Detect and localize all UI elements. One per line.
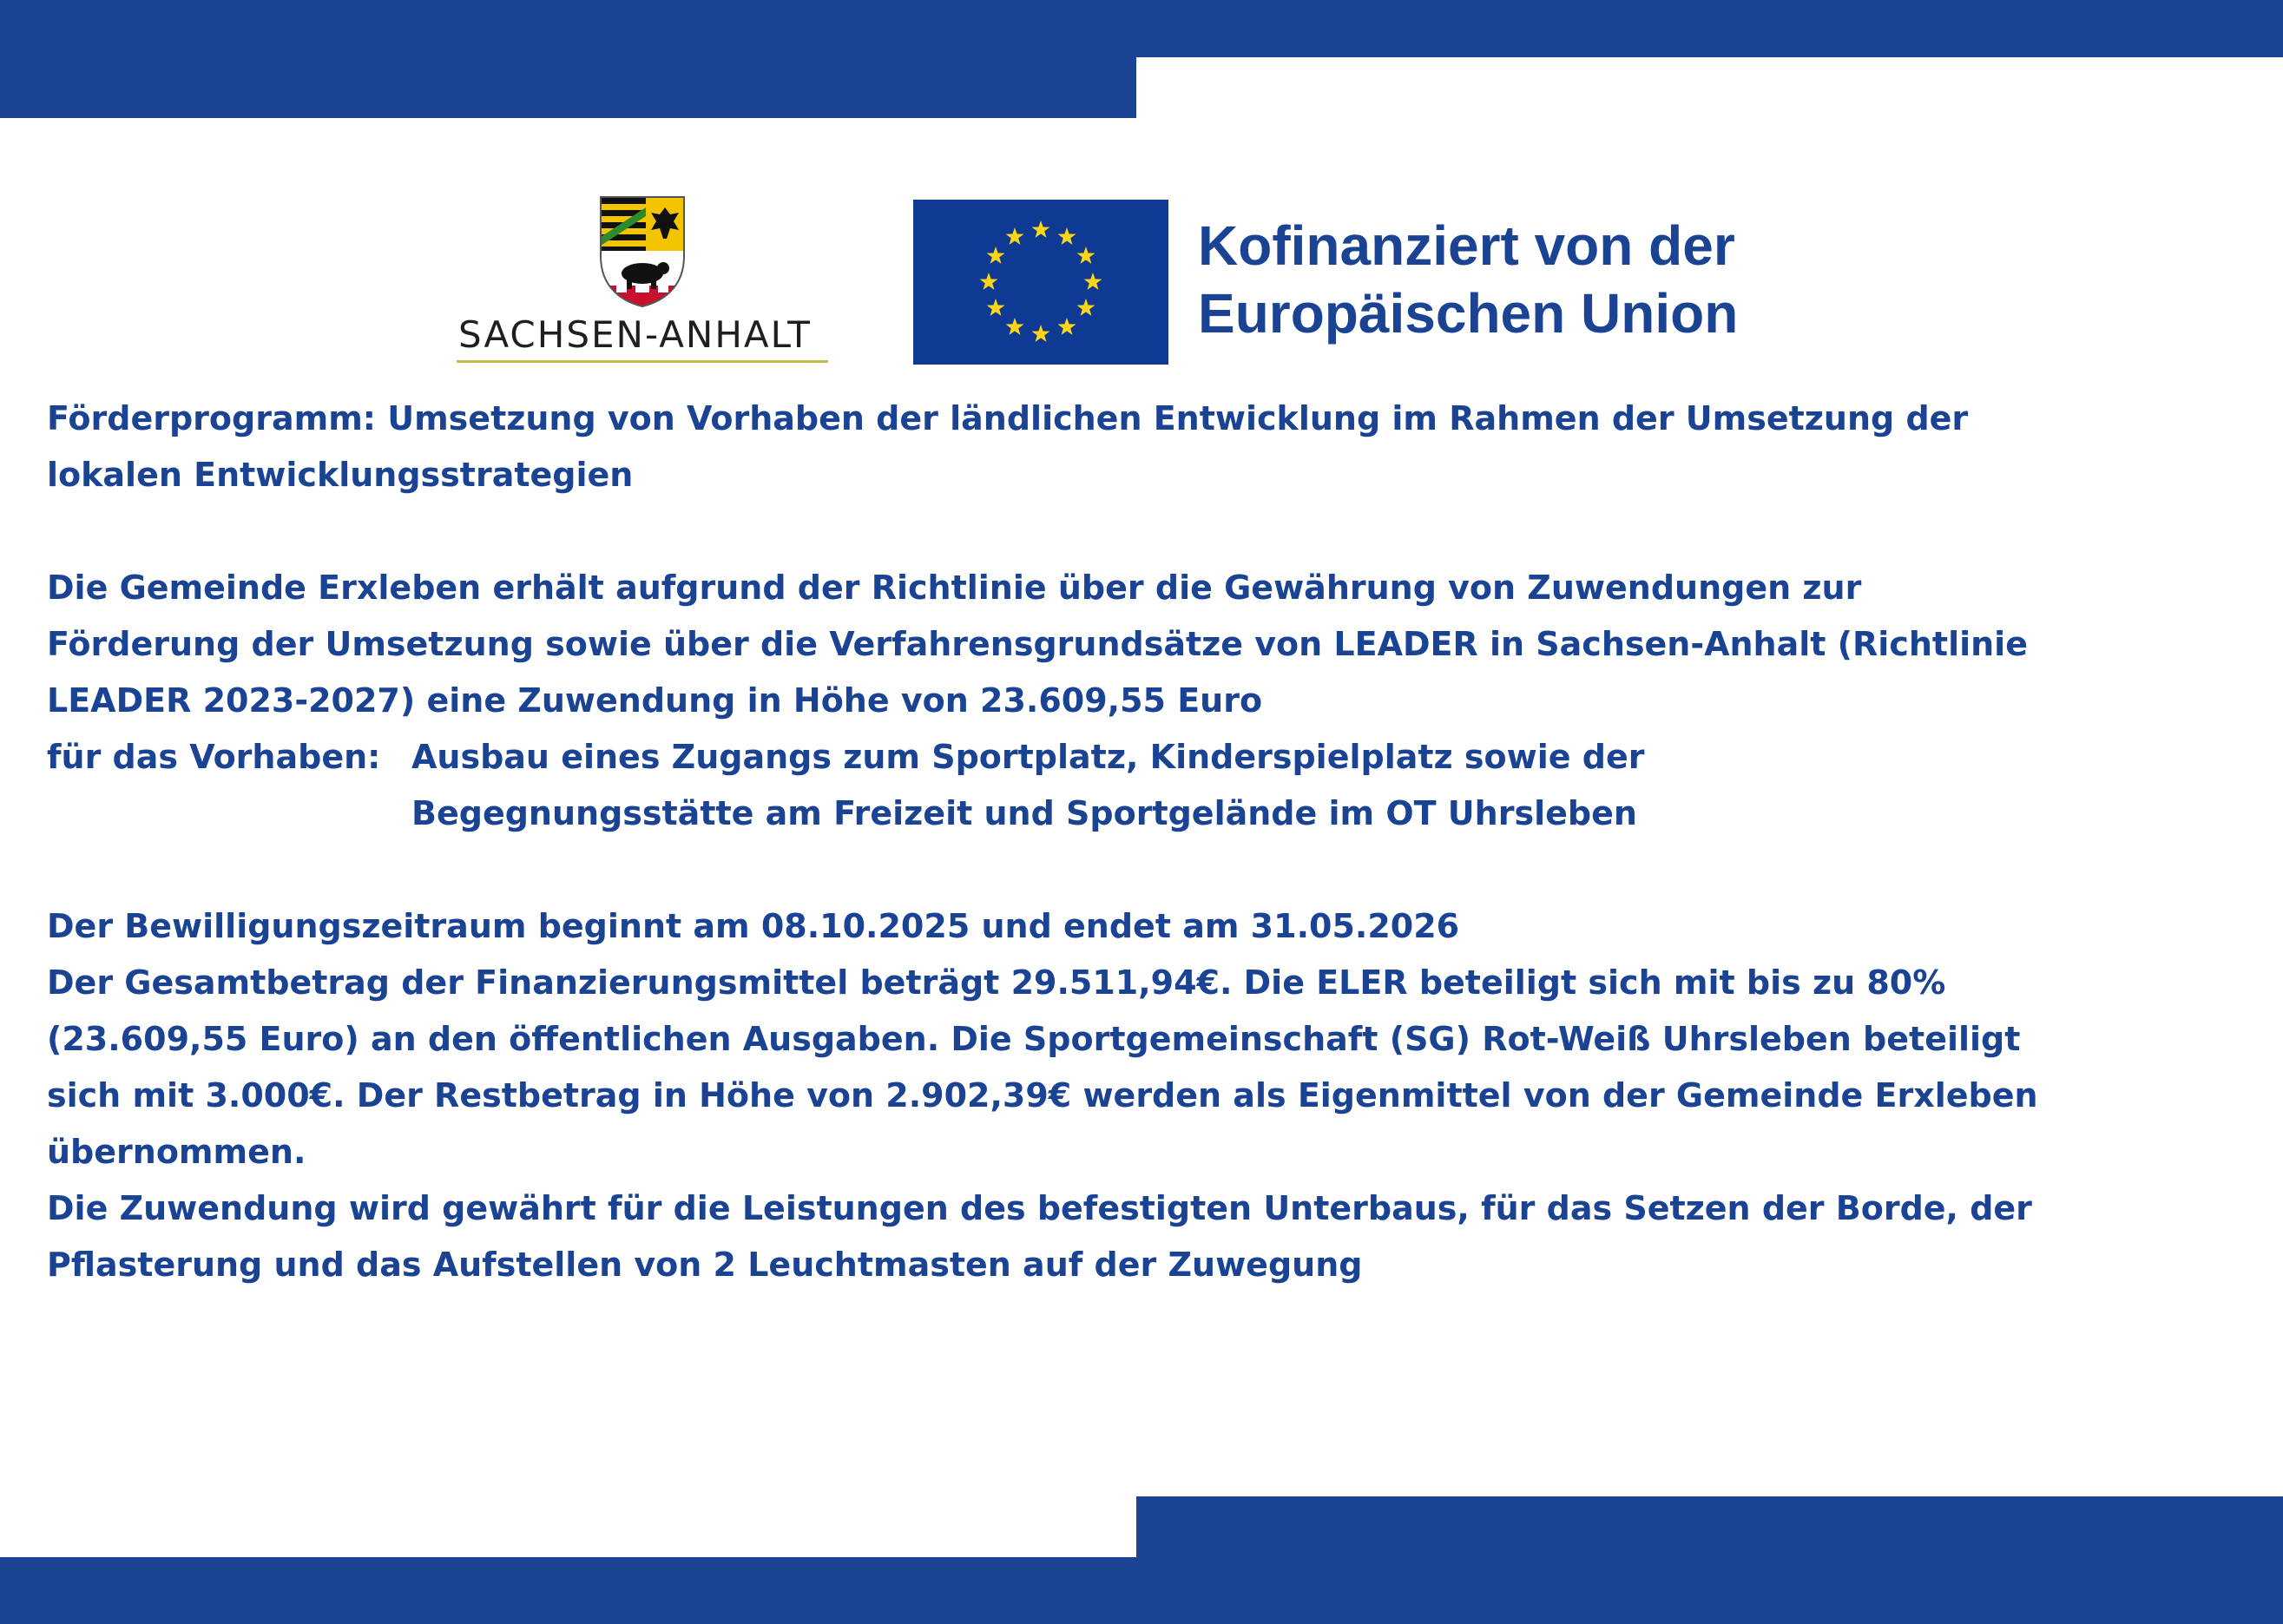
eu-star-icon: [1032, 220, 1050, 238]
top-band: [0, 0, 2283, 57]
financing-line-4: sich mit 3.000€. Der Restbetrag in Höhe von 2.902,39€ werden als Eigenmittel von der Gemeinde Erxleben: [47, 1076, 2038, 1114]
funding-notice: [47, 391, 2252, 1293]
eu-cofinanced-label: [1198, 212, 1738, 347]
eu-text-line2: Europäischen Union: [1198, 282, 1739, 345]
program-paragraph: [47, 391, 2252, 503]
vorhaben-row-1: [47, 729, 2252, 786]
sachsen-anhalt-underline: [457, 360, 828, 363]
grant-paragraph: [47, 560, 2252, 842]
financing-line-5: übernommen.: [47, 1133, 306, 1171]
vorhaben-line-1: Ausbau eines Zugangs zum Sportplatz, Kinderspielplatz sowie der: [411, 738, 1645, 776]
sachsen-anhalt-logo: [451, 195, 833, 369]
vorhaben-row-2: [47, 786, 2252, 842]
financing-line-3: (23.609,55 Euro) an den öffentlichen Ausgaben. Die Sportgemeinschaft (SG) Rot-Weiß Uhrsleben beteiligt: [47, 1020, 2021, 1058]
top-left-band: [0, 57, 1136, 118]
eu-star-icon: [1006, 227, 1024, 245]
vorhaben-line-2: Begegnungsstätte am Freizeit und Sportgelände im OT Uhrsleben: [411, 794, 1637, 832]
eu-star-icon: [987, 299, 1005, 316]
eu-star-icon: [1077, 247, 1095, 264]
program-line-2: lokalen Entwicklungsstrategien: [47, 456, 634, 494]
financing-line-7: Pflasterung und das Aufstellen von 2 Leuchtmasten auf der Zuwegung: [47, 1246, 1363, 1284]
sachsen-anhalt-name: SACHSEN-ANHALT: [458, 313, 812, 356]
eu-star-icon: [1032, 325, 1050, 342]
spacer: [47, 842, 2252, 898]
eu-star-icon: [987, 247, 1005, 264]
bottom-right-band: [1136, 1496, 2283, 1557]
eu-text-line1: Kofinanziert von der: [1198, 214, 1735, 277]
eu-star-icon: [1084, 273, 1102, 290]
eu-star-icon: [1058, 227, 1076, 245]
grant-line-2: Förderung der Umsetzung sowie über die Verfahrensgrundsätze von LEADER in Sachsen-Anhalt (Richtlinie: [47, 625, 2028, 663]
grant-line-3: LEADER 2023-2027) eine Zuwendung in Höhe von 23.609,55 Euro: [47, 681, 1263, 720]
financing-line-6: Die Zuwendung wird gewährt für die Leistungen des befestigten Unterbaus, für das Setzen der Borde, der: [47, 1189, 2032, 1227]
grant-line-1: Die Gemeinde Erxleben erhält aufgrund der Richtlinie über die Gewährung von Zuwendungen zur: [47, 569, 1862, 607]
financing-line-2: Der Gesamtbetrag der Finanzierungsmittel beträgt 29.511,94€. Die ELER beteiligt sich mit bis zu 80%: [47, 963, 1946, 1002]
financing-paragraph: [47, 898, 2252, 1293]
vorhaben-label: für das Vorhaben:: [47, 738, 381, 776]
eu-star-icon: [1077, 299, 1095, 316]
financing-line-1: Der Bewilligungszeitraum beginnt am 08.10.2025 und endet am 31.05.2026: [47, 907, 1460, 945]
spacer: [47, 503, 2252, 560]
eu-star-icon: [1058, 318, 1076, 335]
eu-star-icon: [1006, 318, 1024, 335]
eu-flag-icon: [913, 200, 1168, 365]
program-line-1: Förderprogramm: Umsetzung von Vorhaben der ländlichen Entwicklung im Rahmen der Umsetzung der: [47, 399, 1969, 437]
sachsen-anhalt-coat-of-arms-icon: [599, 195, 686, 308]
eu-star-icon: [980, 273, 998, 290]
bottom-band: [0, 1557, 2283, 1624]
